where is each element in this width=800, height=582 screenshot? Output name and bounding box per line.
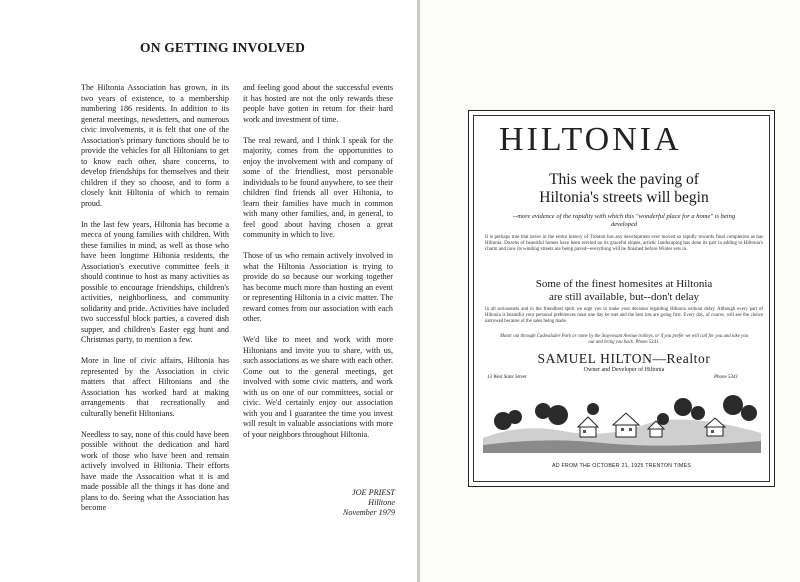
ad-headline-line-1: This week the paving of [549, 171, 699, 188]
ad-body-text: It is perhaps true that never in the entire history of Trenton has any development ever moved so rapidly towards final completion as has Hiltonia. Dozens of beautiful homes have been erected on its graceful slopes, artistic landscaping has done its part in adding to Hiltonia's charm and now its winding streets are being paved--everything will be finished before Winter sets in. [485, 235, 763, 252]
ad-headline-line-2: Hiltonia's streets will begin [539, 189, 709, 206]
ad-landscape-illustration [483, 383, 761, 453]
paragraph: The Hiltonia Association has grown, in its two years of existence, to a membership numbering 186 residents. In addition to its general meetings, newsletters, and numerous civic involvements, it is felt that one of the Association's primary functions should be to provide the vehicles for all Hiltonians to get to know each other, share concerns, to develop friendships for themselves and their children if they so choose, and to form a closely knit Hiltonia of which to remain proud. [81, 83, 229, 208]
article-column-2 [243, 83, 393, 451]
paragraph: The real reward, and I think I speak for the majority, comes from the opportunities to enjoy the involvement with and company of some of the friendliest, most personable individuals to be found anywhere, to see their children find friends all over Hiltonia, to learn their families have much in common with many other families, and, in general, to feel good about having chosen a great community in which to live. [243, 135, 393, 239]
article-column-1 [81, 83, 229, 524]
ad-logo: HILTONIA [499, 121, 682, 158]
paragraph: In the last few years, Hiltonia has become a mecca of young families with children. With these families in mind, as well as those who have been longtime Hiltonia residents, the Association's executive committee feels it should continue to host as many activities as possible to encourage friendships, children's activities, neighborliness, and community solidarity and pride. Activities have included two successful block parties, a covered dish supper, and children's Easter egg hunt and Christmas party, to mention a few. [81, 219, 229, 344]
ad-phone: Phone 5341 [714, 375, 739, 380]
newspaper-advertisement [468, 110, 775, 487]
paragraph: and feeling good about the successful events it has hosted are not the only rewards these people have gotten in return for their hard work and investment of time. [243, 83, 393, 124]
signature-date: November 1979 [342, 508, 395, 517]
paragraph: Those of us who remain actively involved in what the Hiltonia Association is trying to provide do so because our working together has become much more than hosting an event or representing Hiltonia in a civic matter. The reward comes from our association with each other. [243, 251, 393, 323]
signature-name: JOE PRIEST [352, 488, 395, 497]
paragraph: More in line of civic affairs, Hiltonia has represented by the Association in civic matters that affect Hiltonians and the Association has worked hard at making arrangements that recreationally and culturally benefit Hiltonians. [81, 356, 229, 418]
ad-headline [489, 171, 759, 207]
ad-realtor-name: SAMUEL HILTON—Realtor [537, 351, 711, 366]
signature-org: Hilltone [368, 498, 395, 507]
ad-subhead: --more evidence of the rapidity with which this "wonderful place for a home" is being developed [512, 213, 736, 228]
ad-address: 13 West State Street [487, 375, 527, 380]
ad-directions: Motor out through Cadwalader Park or come by the Stuyvesant Avenue trolleys, or if you prefer we will call for you and take you out and bring you back. Phone 5341. [500, 334, 748, 345]
ad-body-text-2: In all seriousness and in the friendliest spirit we urge you to make your decision regarding Hiltonia without delay. Although every part of Hiltonia is beautiful your personal preferences must one day be met and the best lots are going first. Every day, of course, will see the choice narrowed because of the sales being made. [485, 307, 763, 324]
ad-mid-line-1: Some of the finest homesites at Hiltonia [535, 278, 713, 290]
ad-mid-line-2: are still available, but--don't delay [548, 291, 700, 303]
ad-owner-line: Owner and Developer of Hiltonia [583, 367, 665, 373]
ad-source-caption: AD FROM THE OCTOBER 21, 1925 TRENTON TIMES [552, 463, 691, 469]
paragraph: We'd like to meet and work with more Hiltonians and invite you to share, with us, such associations as we share with each other. Come out to the general meetings, get involved with some civic matters, and work with us on one of our committees, social or civic. We'd certainly enjoy our association with you and I guarantee the time you invest will result in valuable associations with more of your neighbors throughout Hiltonia. [243, 335, 393, 439]
signature-block [300, 488, 395, 518]
paragraph: Needless to say, none of this could have been possible without the dedication and hard work of those who have been and remain actively involved in Hiltonia. Their efforts have made the Assocaition what it is and made possible all the things it has done and plans to do. Seeing what the Association has become [81, 429, 229, 512]
ad-mid-heading [485, 278, 763, 304]
article-title: ON GETTING INVOLVED [140, 40, 306, 55]
